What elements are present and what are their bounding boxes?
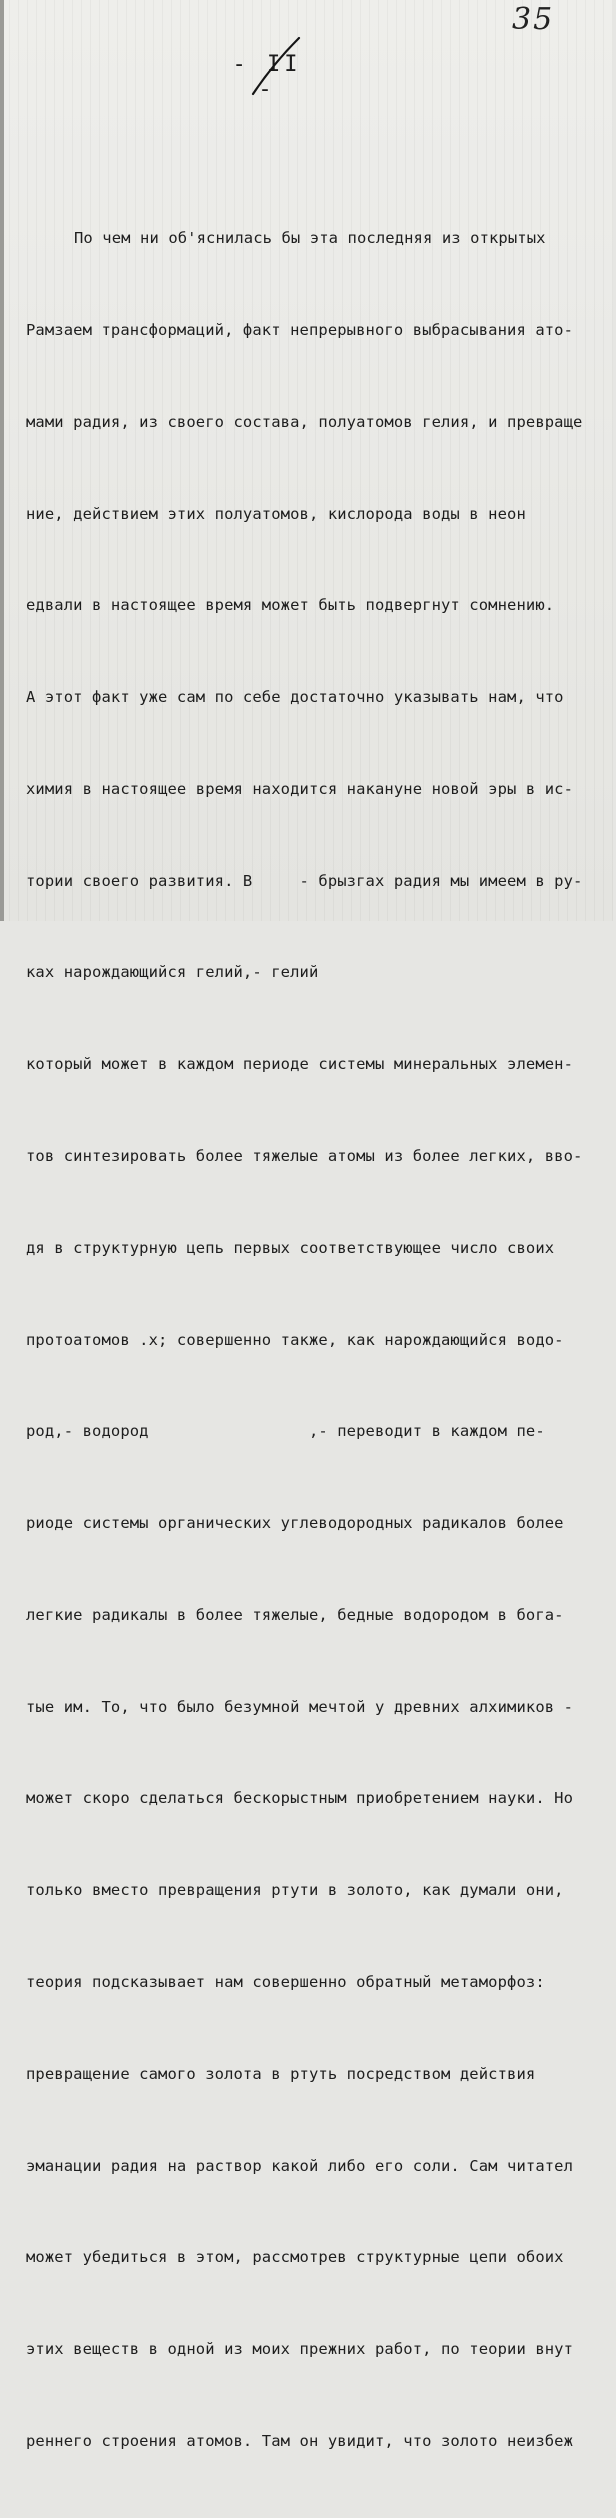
text-line: химия в настоящее время находится накануне новой эры в ис- <box>26 779 574 798</box>
text-line: может скоро сделаться бескорыстным приобретением науки. Но <box>26 1789 574 1808</box>
text-line: род,- водород ,- переводит в каждом пе- <box>26 1422 545 1441</box>
text-line: превращение самого золота в ртуть посредством действия <box>26 2064 536 2083</box>
handwritten-page-number: 35 <box>512 2 555 37</box>
text-line: протоатомов .х; совершенно также, как нарождающийся водо- <box>26 1330 564 1349</box>
text-line: Рамзаем трансформаций, факт непрерывного выбрасывания ато- <box>26 320 574 339</box>
text-line: дя в структурную цепь первых соответствующее число своих <box>26 1238 555 1257</box>
text-line: мами радия, из своего состава, полуатомов гелия, и превраще <box>26 412 583 431</box>
text-line: А этот факт уже сам по себе достаточно указывать нам, что <box>26 688 564 707</box>
text-line: тые им. То, что было безумной мечтой у древних алхимиков - <box>26 1697 574 1716</box>
text-line: может убедиться в этом, рассмотрев структурные цепи обоих <box>26 2248 564 2267</box>
text-line: тов синтезировать более тяжелые атомы из более легких, вво- <box>26 1147 583 1165</box>
text-line: который может в каждом периоде системы минеральных элемен- <box>26 1055 574 1074</box>
text-line: только вместо превращения ртути в золото, как думали они, <box>26 1881 564 1900</box>
text-line: По чем ни об'яснилась бы эта последняя из открытых <box>74 229 546 248</box>
text-line: едвали в настоящее время может быть подвергнут сомнению. <box>26 596 555 615</box>
text-line: этих веществ в одной из моих прежних работ, по теории внут <box>26 2340 574 2359</box>
text-line: ние, действием этих полуатомов, кислорода воды в неон <box>26 504 526 523</box>
text-line: легкие радикалы в более тяжелые, бедные водородом в бога- <box>26 1605 564 1624</box>
chapter-numeral: - II - <box>232 52 302 102</box>
text-line: теория подсказывает нам совершенно обратный метаморфоз: <box>26 1973 545 1992</box>
text-line: эманации радия на раствор какой либо его соли. Сам читател <box>26 2156 574 2175</box>
text-line: риоде системы органических углеводородных радикалов более <box>26 1514 564 1533</box>
text-line: ках нарождающийся гелий,- гелий <box>26 963 319 982</box>
text-line: реннего строения атомов. Там он увидит, что золото неизбеж <box>26 2431 574 2450</box>
text-line: тории своего развития. В - брызгах радия мы имеем в ру- <box>26 871 583 890</box>
typewritten-body <box>26 162 616 2518</box>
page-edge-shadow <box>0 0 4 921</box>
handwritten-strike-mark <box>245 36 305 96</box>
